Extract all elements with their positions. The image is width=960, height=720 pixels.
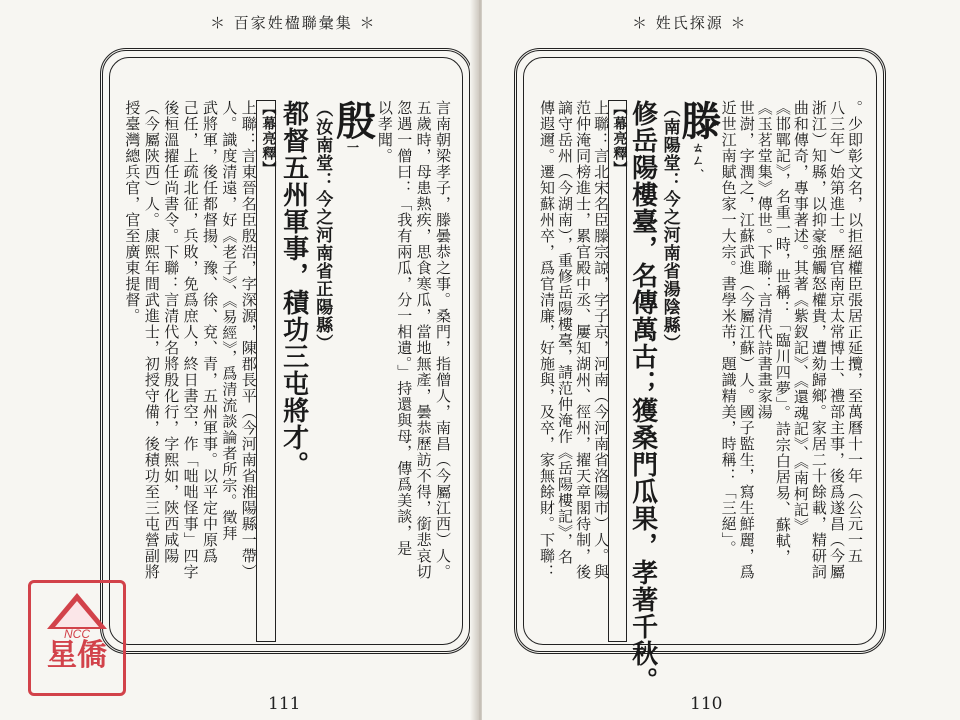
left-prev-col: 五歲時，母患熱疾，思食寒瓜，當地無產，曇恭歷訪不得，銜悲哀切: [414, 100, 433, 580]
left-surname: 殷一: [329, 100, 377, 154]
right-cont-col: 《邯鄲記》，名重一時，世稱：「臨川四夢」。詩宗白居易、蘇軾，: [773, 100, 792, 565]
left-body-col: 後桓溫擢任尚書令。下聯：言清代名將殷化行，字熙如，陝西咸陽: [162, 100, 181, 564]
triangle-icon: [47, 593, 107, 629]
right-cont-col: 曲和傳奇，專事著述。其著《紫釵記》、《還魂記》、《南柯記》: [791, 100, 810, 534]
left-hall: （汝南堂：今之河南省正陽縣）: [312, 100, 333, 352]
left-text-columns: [120, 100, 450, 640]
right-hall: （南陽堂：今之河南省湯陰縣）: [659, 100, 680, 352]
right-page: [482, 0, 960, 720]
right-text-columns: [536, 100, 864, 694]
right-body-col: 范仲淹同榜進士，累官殿中丞、屢知湖州、徑州，擢天章閣待制，後: [574, 100, 593, 580]
right-body-col: 傳遐邇。遷知蘇州卒，爲官清廉，好施與，及卒，家無餘財。下聯：: [538, 100, 556, 580]
right-cont-col: 八三年）始第進士。歷官南京太常博士、禮部主事，後爲遂昌（今屬: [827, 100, 846, 580]
right-cont-col: 。少即彰文名，以拒絕權臣張居正延攬，至萬曆十一年（公元一五: [846, 100, 864, 564]
right-cont-col: 近世江南賦色家一大宗。書學米芾，題識精美，時稱：「三絕」。: [719, 100, 738, 557]
right-title: 修岳陽樓臺，名傳萬古；獲桑門瓜果，孝著千秋。: [627, 100, 658, 694]
left-page-number: 111: [268, 694, 301, 714]
right-surname: 滕ㄊㄥˊ: [674, 100, 722, 174]
left-body-col: （今屬陝西）人。康熙年間武進士，初授守備，後積功至三屯營副將: [142, 100, 161, 580]
left-body-col: 己任，上疏北征，兵敗，免爲庶人，終日書空，作「咄咄怪事」四字: [181, 100, 200, 580]
left-body-col: 人。識度清遠，好《老子》、《易經》，爲清流談論者所宗。徵拜: [220, 100, 239, 542]
left-page: [0, 0, 478, 720]
right-cont-col: 世澍，字潤之，江蘇武進（今屬江蘇）人。國子監生，寫生鮮麗，爲: [737, 100, 756, 580]
stamp-ncc: NCC: [64, 627, 90, 641]
left-title: 都督五州軍事，積功三屯將才。: [278, 100, 309, 478]
right-body-col: 謫守岳州（今湖南），重修岳陽樓臺，請范仲淹作《岳陽樓記》，名: [556, 100, 575, 565]
left-prev-col: 以孝聞。: [375, 100, 394, 164]
right-body-col: 上聯：言北宋名臣滕宗諒，字子京，河南（今河南省洛陽市）人。與: [592, 100, 611, 580]
left-body-col: 上聯：言東晉名臣殷浩，字深源，陳郡長平（今河南省淮陽縣一帶）: [239, 100, 258, 580]
right-label: 【幕亮釋】: [608, 100, 627, 642]
right-page-number: 110: [690, 694, 723, 714]
left-label: 【幕亮釋】: [256, 100, 277, 642]
left-header: ＊ 百家姓楹聯彙集 ＊: [210, 14, 377, 32]
left-prev-col: 言南朝梁孝子，滕曇恭之事。桑門，指僧人，南昌（今屬江西）人。: [434, 100, 452, 580]
left-body-col: 武將軍，後任都督揚、豫、徐、兗、青，五州軍事。以平定中原爲: [200, 100, 219, 564]
left-body-col: 授臺灣總兵官，官至廣東提督。: [123, 100, 142, 324]
right-cont-col: 《玉茗堂集》傳世。下聯：言清代詩書畫家湯: [755, 100, 774, 420]
stamp-name: 星僑: [47, 638, 107, 673]
left-prev-col: 忽遇一僧曰：「我有兩瓜，分一相遺。」持還與母，傳爲美談，是: [395, 100, 414, 557]
right-header: ＊ 姓氏探源 ＊: [632, 14, 748, 32]
ncc-logo-stamp: [28, 580, 126, 696]
right-cont-col: 浙江）知縣，以抑豪強觸怒權貴，遭劾歸鄉。家居二十餘載，精研詞: [809, 100, 828, 580]
